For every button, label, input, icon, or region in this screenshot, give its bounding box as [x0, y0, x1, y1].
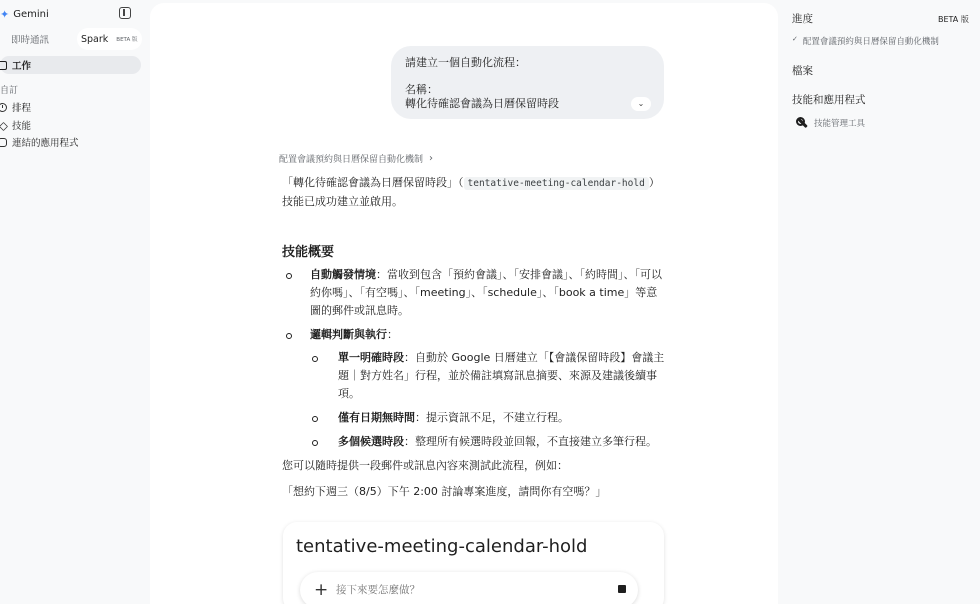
progress-panel: [778, 0, 980, 604]
skill-id-code: tentative-meeting-calendar-hold: [464, 177, 649, 190]
summary-list: [282, 266, 668, 451]
edit-icon: [0, 61, 7, 70]
list-item-title: 邏輯判斷與執行: [310, 328, 387, 341]
link-icon: [0, 138, 7, 147]
skills-title: 技能和應用程式: [792, 94, 866, 106]
clock-icon: [0, 103, 7, 112]
wrench-icon: [796, 117, 808, 129]
chevron-right-icon: ›: [429, 153, 434, 164]
check-icon: ✓: [792, 35, 798, 43]
sidebar-item-connected-apps[interactable]: [0, 135, 79, 149]
intro-text: ）技能已成功建立並啟用。: [282, 176, 660, 208]
list-item-text: ：提示資訊不足，不建立行程。: [415, 411, 569, 424]
breadcrumb-label: 配置會議預約與日曆保留自動化機制: [279, 155, 424, 165]
sidebar-item-work[interactable]: [0, 56, 141, 74]
sidebar-item-schedule[interactable]: [0, 100, 31, 114]
list-item-title: 自動觸發情境: [310, 268, 376, 281]
skill-icon: [0, 121, 7, 130]
sidebar: [0, 0, 146, 604]
sidebar-item-label: 排程: [12, 103, 32, 114]
progress-title: 進度: [792, 13, 813, 25]
tab-chat-label: 即時通訊: [11, 35, 50, 46]
list-item: [310, 409, 668, 427]
beta-badge: BETA 版: [938, 15, 969, 24]
list-item: [282, 266, 668, 320]
chat-panel: [150, 3, 778, 604]
user-message-line: 名稱：: [405, 83, 438, 96]
response-paragraph: 您可以隨時提供一段郵件或訊息內容來測試此流程，例如：: [282, 459, 568, 472]
response-intro: [282, 174, 668, 211]
list-item: [310, 349, 668, 403]
section-heading: 技能概要: [282, 245, 335, 260]
app-name: Gemini: [13, 9, 49, 20]
add-icon[interactable]: +: [314, 580, 329, 600]
list-item: [282, 326, 668, 451]
tab-chat[interactable]: [0, 28, 77, 50]
sub-list: [310, 349, 668, 451]
stop-button[interactable]: [618, 585, 626, 593]
progress-step-label: 配置會議預約與日曆保留自動化機制: [802, 37, 939, 47]
brand: [0, 8, 49, 21]
sidebar-item-label: 連結的應用程式: [12, 138, 79, 149]
intro-text: 「轉化待確認會議為日曆保留時段」（: [282, 176, 464, 189]
skill-manager-tool[interactable]: [796, 117, 865, 129]
beta-badge: BETA 版: [116, 37, 138, 43]
expand-message-button[interactable]: [631, 97, 651, 111]
list-item-text: ：: [387, 328, 398, 341]
sidebar-toggle-icon[interactable]: [119, 7, 131, 19]
files-title: 檔案: [792, 65, 813, 77]
list-item-text: ：當收到包含「預約會議」、「安排會議」、「約時間」、「可以約你嗎」、「有空嗎」、「meeting」、「schedule」、「book a time」等意圖的郵件或訊息時。: [310, 268, 662, 317]
composer: [300, 572, 638, 604]
skill-card-title: tentative-meeting-calendar-hold: [296, 536, 588, 557]
mode-switcher: [0, 28, 142, 50]
list-item-title: 僅有日期無時間: [338, 411, 415, 424]
progress-step: [792, 35, 939, 47]
list-item-text: ：整理所有候選時段並回報，不直接建立多筆行程。: [404, 435, 657, 448]
list-item-text: ：自動於 Google 日曆建立「【會議保留時段】會議主題｜對方姓名」行程，並於備註填寫訊息摘要、來源及建議後續事項。: [338, 351, 665, 400]
list-item: [310, 433, 668, 451]
user-message-bubble: [391, 46, 664, 119]
sidebar-item-skills[interactable]: [0, 118, 31, 132]
list-item-title: 多個候選時段: [338, 435, 404, 448]
tool-label: 技能管理工具: [814, 119, 866, 129]
tab-spark[interactable]: [77, 28, 143, 50]
chevron-down-icon: ⌄: [637, 99, 645, 108]
section-label-custom: 自訂: [0, 86, 19, 96]
response-content: [282, 174, 668, 501]
user-message-line: 請建立一個自動化流程：: [405, 56, 526, 69]
prompt-input[interactable]: [336, 584, 596, 596]
gemini-spark-icon: ✦: [0, 8, 10, 21]
list-item-title: 單一明確時段: [338, 351, 404, 364]
sidebar-item-label: 技能: [12, 121, 32, 132]
sidebar-item-label: 工作: [12, 61, 32, 72]
response-example: 「想約下週三（8/5）下午 2:00 討論專案進度，請問你有空嗎？」: [282, 485, 607, 498]
user-message-line: 轉化待確認會議為日曆保留時段: [405, 97, 559, 110]
tab-spark-label: Spark: [81, 33, 109, 45]
task-breadcrumb[interactable]: [279, 152, 433, 165]
